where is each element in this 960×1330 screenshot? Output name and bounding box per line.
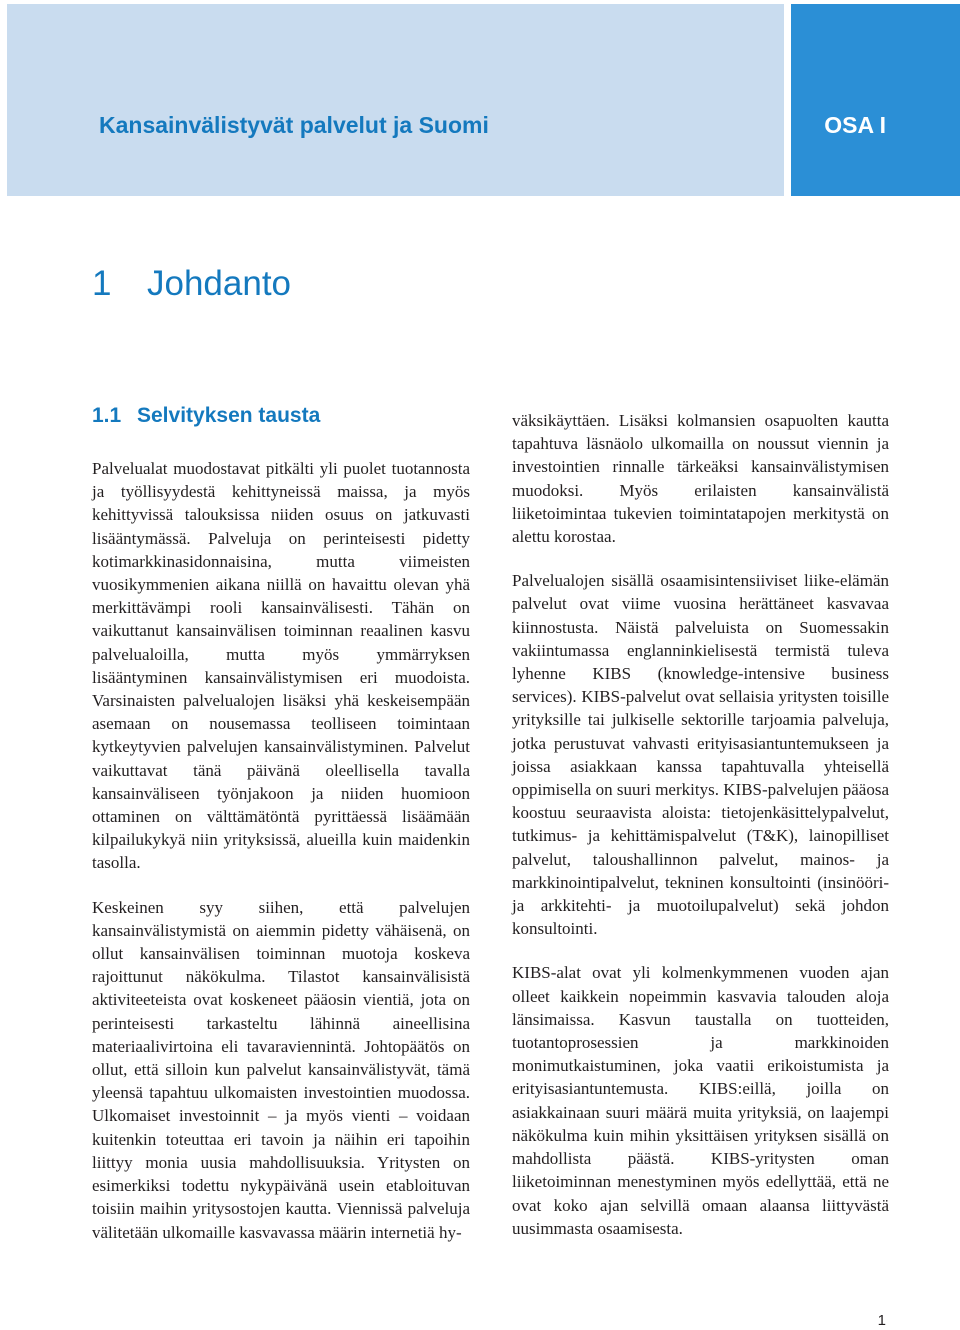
page-number: 1	[877, 1312, 886, 1329]
left-column	[92, 457, 470, 1265]
running-header-title: Kansainvälistyvät palvelut ja Suomi	[99, 112, 489, 138]
body-paragraph: KIBS-alat ovat yli kolmenkymmenen vuoden ajan olleet kaikkein nopeimmin kasvavia talouden aloja länsimaissa. Kasvun taustalla on tuotteiden, tuotantoprosessien ja markkinoiden monimutkaistuminen, joka vaatii erikoistumista ja erityisasiantuntemusta. KIBS:eillä, joilla on asiakkainaan suuri määrä muita yrityksiä, on laajempi näkökulma kuin mihin yksittäisen yrityksen sisällä on mahdollista päästä. KIBS-yritysten oman liiketoiminnan menestyminen myös edellyttää, että ne ovat koko ajan selvillä omaan alaansa liittyvästä uusimmasta osaamisesta.	[512, 963, 889, 1238]
body-paragraph: Palvelualat muodostavat pitkälti yli puolet tuotannosta ja työllisyydestä kehittyneissä maissa, ja myös kehittyvissä talouksissa niiden osuus on jatkuvasti lisääntymässä. Palveluja on perinteisesti pidetty kotimarkkinasidonnaisina, mutta viimeisten vuosikymmenien aikana niillä on havaittu olevan yhä merkittävämpi rooli kansainvälisesti. Tähän on vaikuttanut kansainvälisen toiminnan reaalinen kasvu palvelualoilla, mutta myös ymmärryksen lisääntyminen kansainvälistymisen eri muodoista. Varsinaisten palvelualojen lisäksi yhä keskeisempään asemaan on nousemassa teolliseen toimintaan kytkeytyvien palvelujen kansainvälistyminen. Palvelut vaikuttavat tänä päivänä oleellisella tavalla kansainväliseen työnjakoon ja niiden huomioon ottaminen on välttämätöntä pyrittäessä lisäämään kilpailukykyä niin yrityksissä, alueilla kuin maidenkin tasolla.	[92, 459, 470, 873]
body-paragraph: väksikäyttäen. Lisäksi kolmansien osapuolten kautta tapahtuva läsnäolo ulkomailla on noussut viennin ja investointien rinnalle tärkeäksi kansainvälistymisen muodoksi. Myös erilaisten kansainvälistä liiketoimintaa tukevien toimintatapojen merkitystä on alettu korostaa.	[512, 411, 889, 547]
section-heading	[92, 404, 320, 428]
part-label-block	[791, 4, 960, 196]
body-paragraph: Palvelualojen sisällä osaamisintensiiviset liike-elämän palvelut ovat viime vuosina herättäneet kasvavaa kiinnostusta. Näistä palveluista on Suomessakin vakiintumassa englanninkielisestä termistä tuleva lyhenne KIBS (knowledge-intensive business services). KIBS-palvelut ovat sellaisia yritysten toisille yrityksille tai julkiselle sektorille tarjoamia palveluja, jotka perustuvat vahvasti erityisasiantuntemukseen ja joissa asiakkaan kanssa tapahtuvalla yhteisellä oppimisella on suuri merkitys. KIBS-palvelujen pääosa koostuu seuraavista aloista: tietojenkäsittelypalvelut, tutkimus- ja kehittämispalvelut (T&K), lainopilliset palvelut, taloushallinnon palvelut, mainos- ja markkinointipalvelut, tekninen konsultointi (insinööri- ja arkkitehti- ja muotoilupalvelut) sekä johdon konsultointi.	[512, 571, 889, 939]
section-number: 1.1	[92, 404, 122, 427]
chapter-heading	[92, 264, 291, 304]
chapter-title: Johdanto	[147, 264, 292, 303]
section-title: Selvityksen tausta	[137, 404, 321, 427]
part-label: OSA I	[824, 112, 886, 138]
header-band	[7, 4, 784, 196]
body-paragraph: Keskeinen syy siihen, että palvelujen kansainvälistymistä on aiemmin pidetty vähäisenä, on ollut kansainvälisen toiminnan muotoja koskeva rajoittunut näkökulma. Tilastot kansainvälisistä aktiviteeteista ovat koskeneet pääosin vientiä, jota on perinteisesti tarkasteltu lähinnä aineellisina materiaalivirtoina eli tavaraviennintä. Johtopäätös on ollut, että silloin kun palvelut kansainvälistyvät, tämä yleensä tapahtuu ulkomaisten investointien muodossa. Ulkomaiset investoinnit – ja myös vienti – voidaan kuitenkin toteuttaa eri tavoin ja näihin eri tapoihin liittyy monia uusia mahdollisuuksia. Yritysten on esimerkiksi todettu nykypäivänä usein etabloituvan toisiin maihin yritysostojen kautta. Viennissä palveluja välitetään ulkomaille kasvavassa määrin internetiä hy-	[92, 897, 470, 1242]
right-column	[512, 409, 889, 1261]
chapter-number: 1	[92, 264, 112, 303]
